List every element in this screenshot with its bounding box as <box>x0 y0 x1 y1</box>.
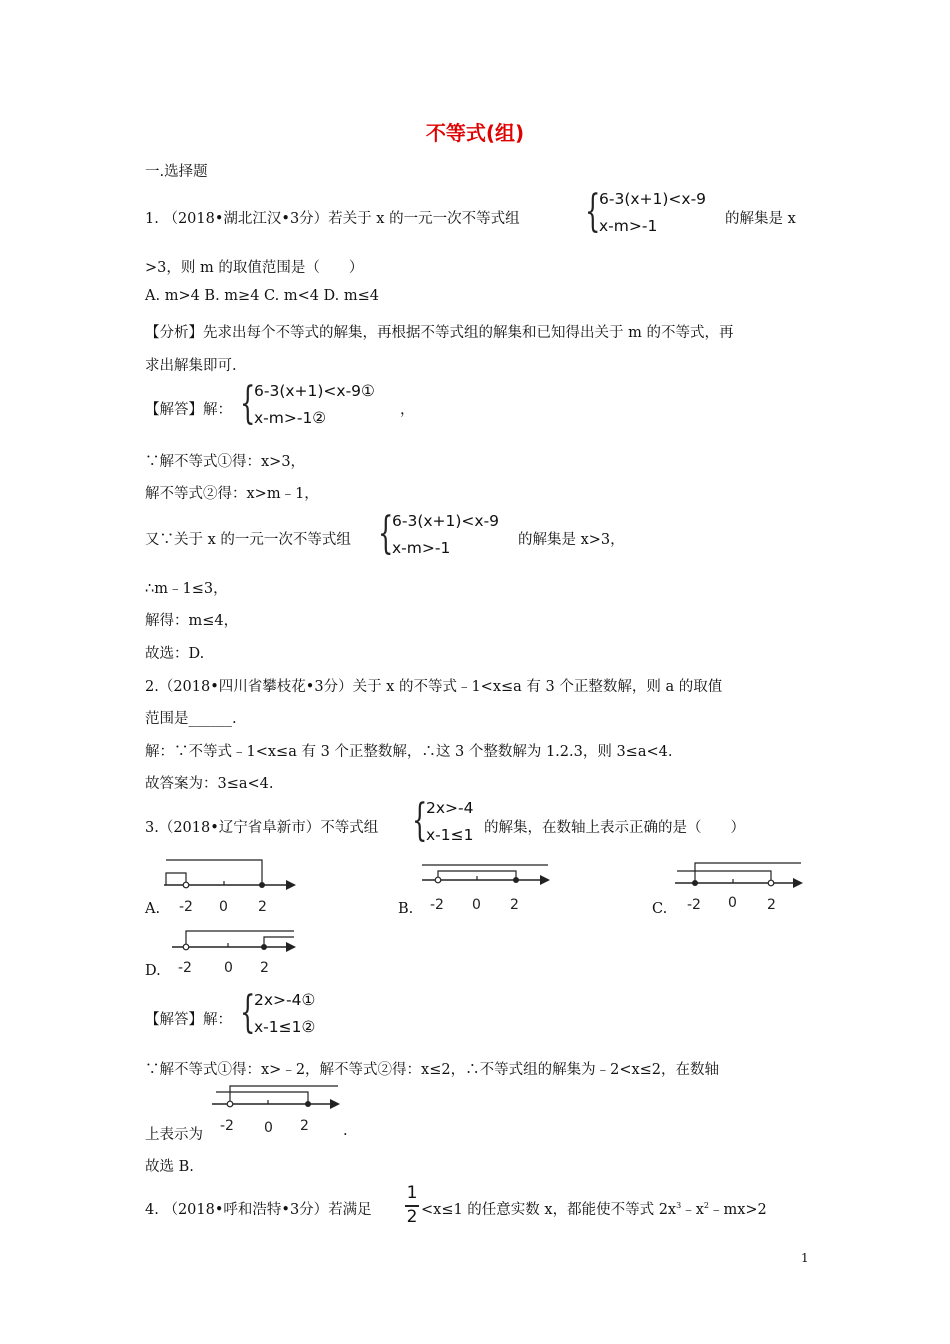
exponent: 3 <box>676 1201 682 1210</box>
q1-analysis-2: 求出解集即可. <box>145 358 237 374</box>
tick-label: 0 <box>264 1120 273 1136</box>
q2-stem-2: 范围是______. <box>145 711 237 727</box>
q1-answer-label: 【解答】解： <box>145 402 232 418</box>
q1-step-3-system <box>378 508 518 568</box>
q1-options: A. m>4 B. m≥4 C. m<4 D. m≤4 <box>145 288 380 304</box>
q3-stem-a: 3.（2018•辽宁省阜新市）不等式组 <box>145 820 379 836</box>
tick-label: 2 <box>260 960 269 976</box>
q3-answer-sys-line-2: x-1≤1② <box>254 1018 316 1036</box>
fraction-numerator: 1 <box>406 1183 418 1203</box>
q2-solution-1: 解：∵不等式﹣1<x≤a 有 3 个正整数解，∴这 3 个整数解为 1.2.3，则 3≤a<4. <box>145 744 673 760</box>
q2-solution-2: 故答案为：3≤a<4. <box>145 776 274 792</box>
q1-step3-sys-line-2: x-m>-1 <box>392 539 451 557</box>
q3-solution-period: . <box>343 1123 348 1139</box>
q3-option-a-number-line <box>160 855 300 917</box>
q3-option-d-label: D. <box>145 963 161 979</box>
q3-inequality-system <box>412 795 492 855</box>
q1-stem-c: >3，则 m 的取值范围是（ ） <box>145 260 364 276</box>
page-title: 不等式(组) <box>425 121 525 145</box>
q1-step-5: 解得：m≤4， <box>145 613 239 629</box>
tick-label: 0 <box>219 899 228 915</box>
q4-stem-d-text: ﹣mx>2 <box>708 1202 767 1218</box>
q1-sys-line-2: x-m>-1 <box>599 217 658 235</box>
q1-step3-sys-line-1: 6-3(x+1)<x-9 <box>392 512 500 530</box>
q4-stem-b <box>421 1198 767 1219</box>
q1-step-1: ∵解不等式①得：x>3， <box>145 454 306 470</box>
q3-option-c-label: C. <box>652 901 668 917</box>
tick-label: -2 <box>220 1118 234 1134</box>
q4-stem-a: 4. （2018•呼和浩特•3分）若满足 <box>145 1202 372 1218</box>
q4-stem-c-text: ﹣x <box>681 1202 704 1218</box>
q3-answer-sys-line-1: 2x>-4① <box>254 991 316 1009</box>
brace-icon: { <box>240 378 256 429</box>
q1-step-4: ∴m﹣1≤3， <box>145 581 228 597</box>
q3-option-a-label: A. <box>145 901 161 917</box>
exponent: 2 <box>703 1201 709 1210</box>
q3-option-d-number-line <box>170 925 300 981</box>
q1-step-2: 解不等式②得：x>m﹣1， <box>145 486 319 502</box>
q4-fraction <box>405 1183 419 1229</box>
page-number: 1 <box>801 1251 809 1265</box>
tick-label: 2 <box>767 897 776 913</box>
q1-answer-system <box>240 378 405 438</box>
q3-answer-label: 【解答】解： <box>145 1012 232 1028</box>
tick-label: -2 <box>687 897 701 913</box>
tick-label: 0 <box>472 897 481 913</box>
tick-label: 2 <box>258 899 267 915</box>
q1-step-3a: 又∵关于 x 的一元一次不等式组 <box>145 532 351 548</box>
tick-label: -2 <box>430 897 444 913</box>
tick-label: -2 <box>179 899 193 915</box>
q3-solution-1: ∵解不等式①得：x>﹣2，解不等式②得：x≤2，∴不等式组的解集为﹣2<x≤2，在数轴 <box>145 1062 720 1078</box>
q3-solution-number-line <box>210 1082 345 1140</box>
q1-comma: ， <box>400 402 415 418</box>
q4-stem-b-text: <x≤1 的任意实数 x，都能使不等式 2x <box>421 1202 677 1218</box>
q3-sys-line-2: x-1≤1 <box>426 826 474 844</box>
q1-step-6: 故选：D. <box>145 646 205 662</box>
tick-label: 2 <box>300 1118 309 1134</box>
q3-answer-system <box>240 987 350 1047</box>
q1-answer-sys-line-1: 6-3(x+1)<x-9① <box>254 382 375 400</box>
brace-icon: { <box>240 987 256 1038</box>
tick-label: -2 <box>178 960 192 976</box>
q3-stem-b: 的解集，在数轴上表示正确的是（ ） <box>484 820 745 836</box>
q3-solution-3: 故选 B. <box>145 1159 194 1175</box>
q3-option-b-label: B. <box>398 901 414 917</box>
section-heading: 一.选择题 <box>145 164 208 180</box>
tick-label: 2 <box>510 897 519 913</box>
q1-inequality-system <box>585 186 725 246</box>
tick-label: 0 <box>224 960 233 976</box>
brace-icon: { <box>378 508 394 559</box>
q3-sys-line-1: 2x>-4 <box>426 799 474 817</box>
q1-sys-line-1: 6-3(x+1)<x-9 <box>599 190 707 208</box>
fraction-denominator: 2 <box>406 1207 418 1227</box>
q1-analysis-1: 【分析】先求出每个不等式的解集，再根据不等式组的解集和已知得出关于 m 的不等式，再 <box>145 325 734 341</box>
q2-stem-1: 2.（2018•四川省攀枝花•3分）关于 x 的不等式﹣1<x≤a 有 3 个正整数解，则 a 的取值 <box>145 679 723 695</box>
tick-label: 0 <box>728 895 737 911</box>
q3-option-c-number-line <box>673 855 808 917</box>
brace-icon: { <box>585 186 601 237</box>
brace-icon: { <box>412 795 428 846</box>
q1-stem-a: 1. （2018•湖北江汉•3分）若关于 x 的一元一次不等式组 <box>145 211 520 227</box>
q3-option-b-number-line <box>420 855 555 917</box>
q1-step-3b: 的解集是 x>3， <box>518 532 625 548</box>
q3-solution-2: 上表示为 <box>145 1127 203 1143</box>
q1-stem-b: 的解集是 x <box>725 211 796 227</box>
q1-answer-sys-line-2: x-m>-1② <box>254 409 327 427</box>
